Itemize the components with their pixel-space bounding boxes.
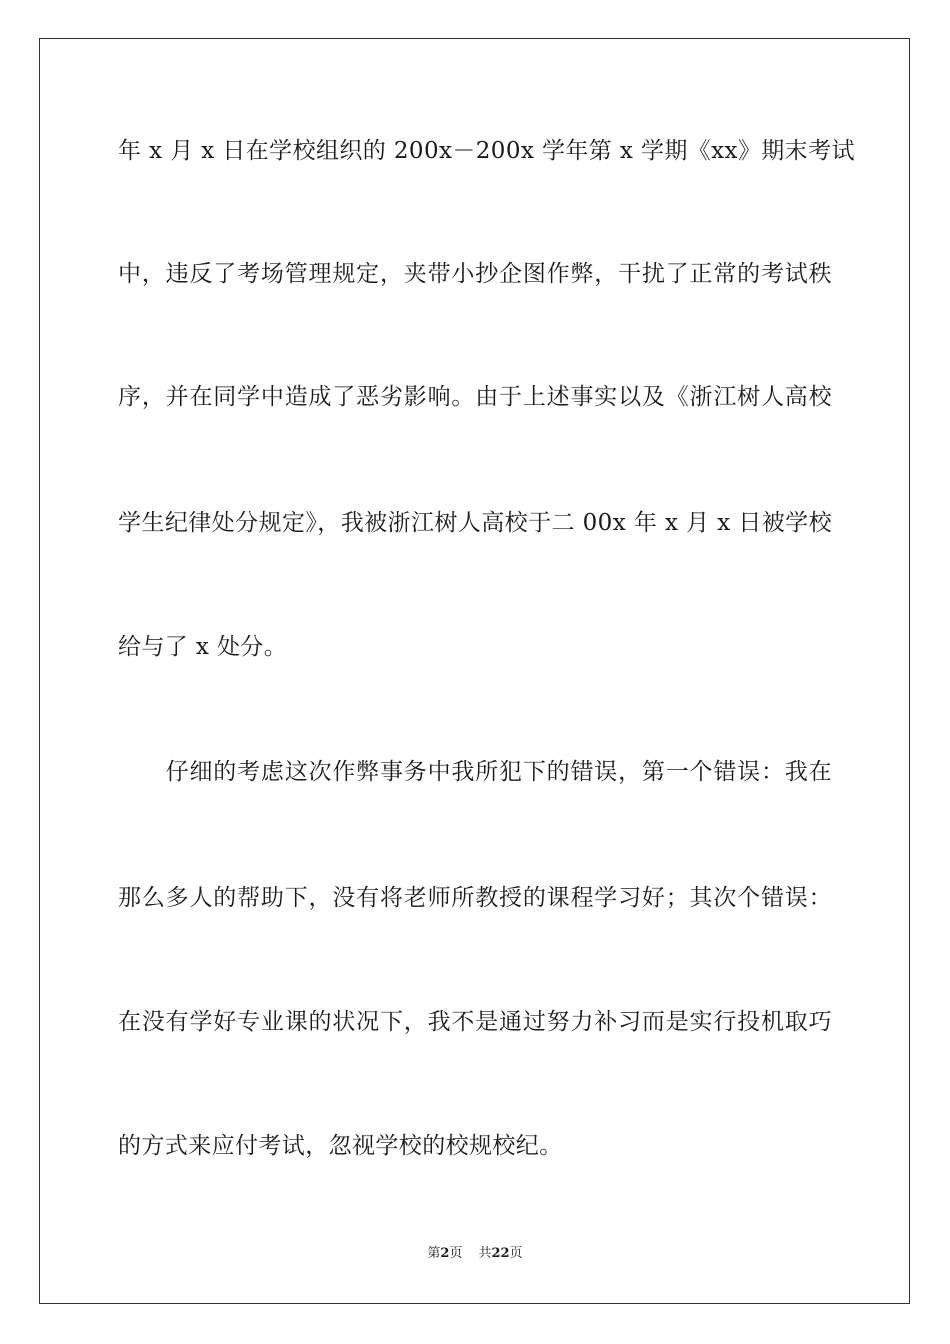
text-line-5: 给与了 x 处分。 (118, 634, 288, 660)
text-line-8: 在没有学好专业课的状况下，我不是通过努力补习而是实行投机取巧 (118, 1009, 832, 1035)
page-border (39, 38, 910, 1304)
page-number: 2 (440, 1246, 450, 1261)
total-pages: 22 (491, 1246, 510, 1261)
text-line-9: 的方式来应付考试，忽视学校的校规校纪。 (118, 1133, 563, 1159)
text-line-2: 中，违反了考场管理规定，夹带小抄企图作弊，干扰了正常的考试秩 (118, 261, 832, 287)
text-line-3: 序，并在同学中造成了恶劣影响。由于上述事实以及《浙江树人高校 (118, 384, 832, 410)
text-line-6: 仔细的考虑这次作弊事务中我所犯下的错误，第一个错误：我在 (118, 759, 832, 785)
text-line-4: 学生纪律处分规定》，我被浙江树人高校于二 00x 年 x 月 x 日被学校 (118, 510, 832, 536)
total-suffix: 页 (509, 1246, 523, 1261)
page-footer (0, 1245, 950, 1263)
total-prefix: 共 (478, 1246, 492, 1261)
text-line-1: 年 x 月 x 日在学校组织的 200x－200x 学年第 x 学期《xx》期末考试 (118, 138, 855, 164)
text-line-7: 那么多人的帮助下，没有将老师所教授的课程学习好；其次个错误： (118, 885, 832, 911)
page-suffix: 页 (449, 1246, 463, 1261)
page-prefix: 第 (427, 1246, 441, 1261)
